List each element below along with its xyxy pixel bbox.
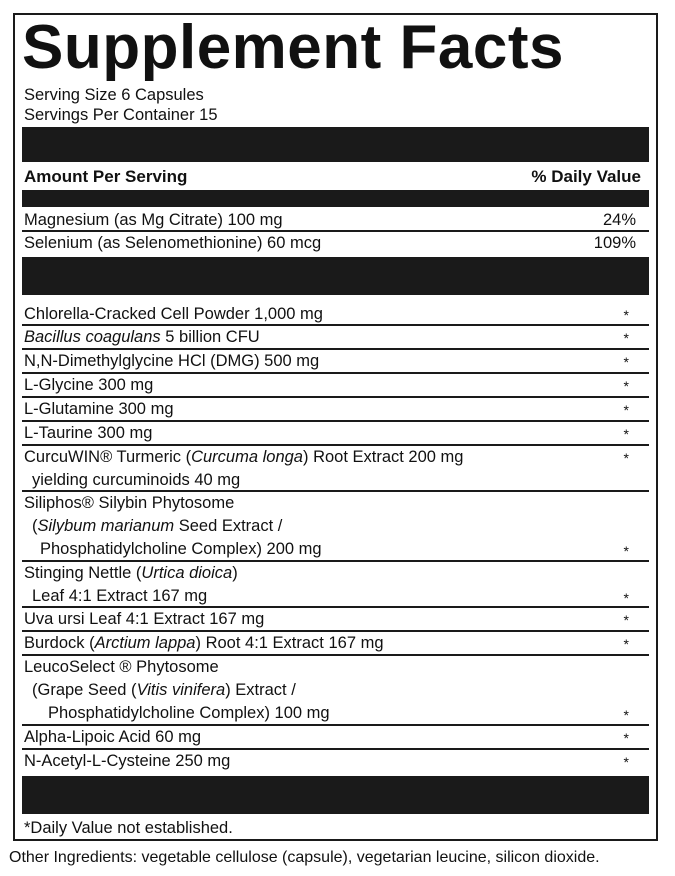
ingredient-row: [22, 303, 649, 326]
ingredient-dv: *: [623, 378, 629, 394]
ingredient-dv: *: [623, 450, 629, 466]
ingredient-name: Siliphos® Silybin Phytosome (Silybum marianum Seed Extract / Phosphatidylcholine Complex) 200 mg: [24, 494, 322, 558]
ingredient-name: LeucoSelect ® Phytosome (Grape Seed (Vitis vinifera) Extract / Phosphatidylcholine Complex) 100 mg: [24, 658, 330, 722]
ingredient-dv: *: [623, 426, 629, 442]
servings-per-container: Servings Per Container 15: [24, 106, 218, 124]
ingredient-dv: *: [623, 330, 629, 346]
thick-divider-top: [22, 127, 649, 162]
ingredient-name: Uva ursi Leaf 4:1 Extract 167 mg: [24, 610, 265, 628]
amount-per-serving-label: Amount Per Serving: [24, 167, 188, 186]
ingredient-row: [22, 632, 649, 656]
ingredient-row: [22, 326, 649, 350]
ingredient-row: [22, 492, 649, 562]
thick-divider-bottom: [22, 776, 649, 814]
ingredient-dv: *: [623, 354, 629, 370]
ingredient-dv: *: [623, 402, 629, 418]
other-ingredients: Other Ingredients: vegetable cellulose (capsule), vegetarian leucine, silicon dioxide.: [9, 849, 600, 866]
ingredient-row: [22, 608, 649, 632]
nutrient-row: [22, 209, 649, 232]
ingredient-row: [22, 562, 649, 608]
column-header: [24, 167, 641, 187]
serving-size: Serving Size 6 Capsules: [24, 86, 204, 104]
ingredient-name: Bacillus coagulans 5 billion CFU: [24, 328, 260, 346]
ingredient-dv: *: [623, 543, 629, 559]
thick-divider-middle: [22, 257, 649, 295]
ingredient-dv: *: [623, 707, 629, 723]
daily-value-label: % Daily Value: [531, 167, 641, 186]
ingredient-row: [22, 398, 649, 422]
botanical-name: Bacillus coagulans: [24, 328, 161, 346]
nutrient-dv: 24%: [602, 211, 636, 229]
panel-title: Supplement Facts: [22, 13, 564, 82]
ingredient-dv: *: [623, 636, 629, 652]
ingredient-name: N,N-Dimethylglycine HCl (DMG) 500 mg: [24, 352, 320, 370]
footnote: *Daily Value not established.: [24, 819, 233, 837]
ingredient-row: [22, 726, 649, 750]
ingredient-row: [22, 350, 649, 374]
botanical-name: Silybum marianum: [37, 517, 175, 535]
ingredient-row: [22, 656, 649, 726]
ingredient-name: N-Acetyl-L-Cysteine 250 mg: [24, 752, 231, 770]
ingredient-name: Alpha-Lipoic Acid 60 mg: [24, 728, 202, 746]
ingredient-name: CurcuWIN® Turmeric (Curcuma longa) Root Extract 200 mg yielding curcuminoids 40 mg: [24, 448, 464, 489]
ingredient-name: Chlorella-Cracked Cell Powder 1,000 mg: [24, 305, 323, 323]
ingredient-row: [22, 446, 649, 492]
ingredient-row: [22, 374, 649, 398]
ingredient-name: L-Taurine 300 mg: [24, 424, 153, 442]
ingredient-row: [22, 422, 649, 446]
nutrient-row: [22, 232, 649, 254]
ingredient-name: Stinging Nettle (Urtica dioica) Leaf 4:1 Extract 167 mg: [24, 564, 238, 605]
ingredient-row: [22, 750, 649, 772]
nutrient-dv: 109%: [593, 234, 636, 252]
ingredient-dv: *: [623, 590, 629, 606]
ingredient-name: Burdock (Arctium lappa) Root 4:1 Extract 167 mg: [24, 634, 384, 652]
botanical-name: Vitis vinifera: [136, 681, 226, 699]
ingredient-dv: *: [623, 612, 629, 628]
supplement-facts-panel: [13, 13, 658, 841]
ingredient-name: L-Glutamine 300 mg: [24, 400, 174, 418]
nutrient-name: Selenium (as Selenomethionine) 60 mcg: [24, 234, 322, 252]
ingredient-dv: *: [623, 730, 629, 746]
ingredient-dv: *: [623, 307, 629, 323]
ingredient-name: L-Glycine 300 mg: [24, 376, 154, 394]
botanical-name: Curcuma longa: [191, 448, 303, 466]
nutrient-name: Magnesium (as Mg Citrate) 100 mg: [24, 211, 283, 229]
ingredient-dv: *: [623, 754, 629, 770]
header-divider: [22, 190, 649, 207]
botanical-name: Urtica dioica: [141, 564, 233, 582]
botanical-name: Arctium lappa: [94, 634, 196, 652]
panel-inner: [22, 15, 649, 839]
